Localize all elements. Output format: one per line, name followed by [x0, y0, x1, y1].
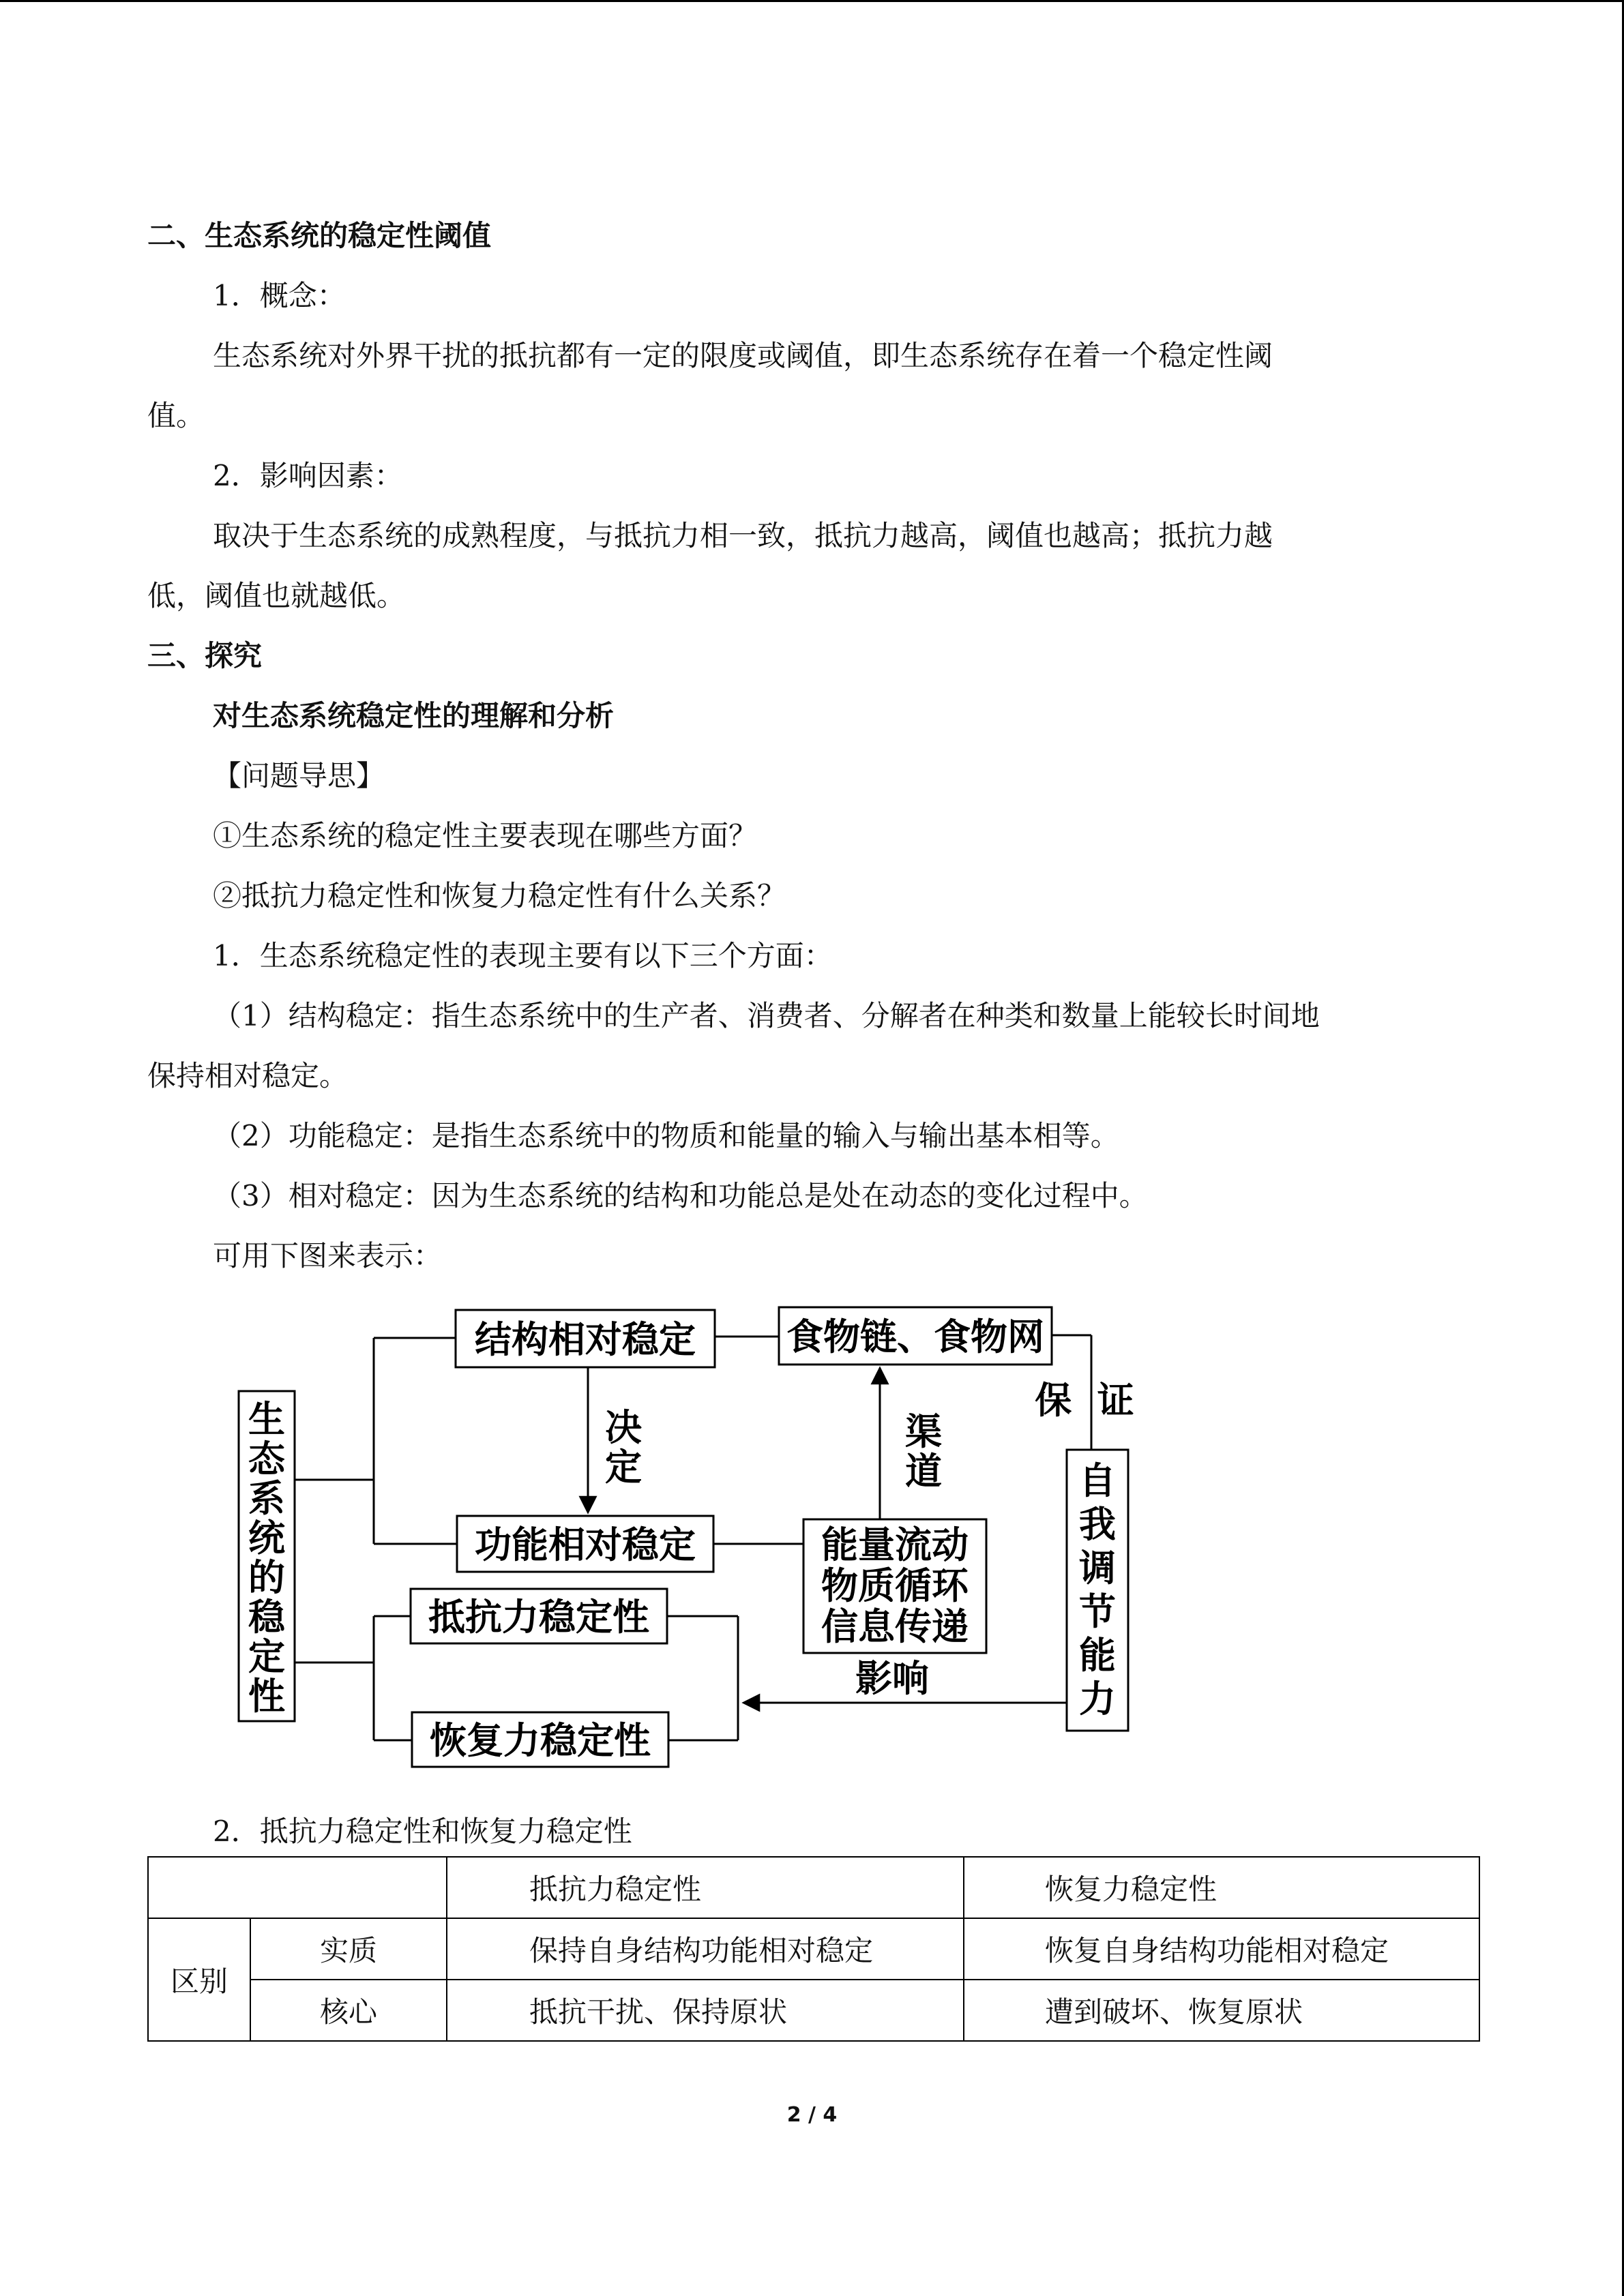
diagram-left-char-1: 态: [248, 1437, 285, 1480]
relative-stability-line: （3）相对稳定：因为生态系统的结构和功能总是处在动态的变化过程中。: [213, 1179, 1148, 1212]
table-row: [148, 1918, 1479, 1980]
diagram-structure-label: 结构相对稳定: [475, 1317, 696, 1361]
diagram-influence-label: 影响: [855, 1656, 929, 1700]
section-3-title: 三、探究: [147, 639, 263, 672]
table-header-resistance: 抵抗力稳定性: [447, 1857, 964, 1918]
diagram-left-char-3: 统: [248, 1516, 285, 1560]
table-group-label: 区别: [148, 1918, 250, 2041]
diagram-channel-char-0: 渠: [905, 1410, 942, 1453]
table-cell-resistance: 保持自身结构功能相对稳定: [447, 1918, 964, 1980]
question-1: ①生态系统的稳定性主要表现在哪些方面？: [213, 819, 758, 852]
diagram-function-label: 功能相对稳定: [475, 1523, 696, 1566]
guide-label: 【问题导思】: [213, 759, 385, 792]
diagram-resilience-label: 恢复力稳定性: [430, 1718, 651, 1762]
diagram-channel-char-1: 道: [905, 1449, 942, 1493]
diagram-decide-char-0: 决: [605, 1405, 642, 1449]
section-2-item-2: 2．影响因素：: [213, 459, 403, 492]
point-2-heading: 2．抵抗力稳定性和恢复力稳定性: [213, 1815, 632, 1848]
diagram-left-char-2: 系: [248, 1476, 285, 1520]
table-row: [148, 1980, 1479, 2041]
figure-intro: 可用下图来表示：: [213, 1239, 443, 1272]
structure-stability-line-2: 保持相对稳定。: [147, 1059, 349, 1092]
comparison-table: [147, 1856, 1480, 2042]
diagram-self-reg-char-4: 能: [1079, 1633, 1116, 1677]
diagram-guarantee-label: 保 证: [1035, 1378, 1134, 1422]
diagram-left-char-0: 生: [248, 1397, 285, 1441]
diagram-left-char-4: 的: [248, 1555, 285, 1599]
table-header-row: [148, 1857, 1479, 1918]
diagram-self-reg-char-5: 力: [1079, 1677, 1116, 1720]
diagram-self-reg-char-0: 自: [1079, 1459, 1116, 1502]
diagram-left-char-6: 定: [248, 1635, 285, 1678]
diagram-flow-1: 物质循环: [821, 1564, 969, 1607]
diagram-resistance-label: 抵抗力稳定性: [428, 1595, 649, 1639]
diagram-left-char-7: 性: [248, 1674, 285, 1718]
table-cell-resilience: 遭到破坏、恢复原状: [964, 1980, 1479, 2041]
diagram-self-reg-char-1: 我: [1079, 1502, 1116, 1546]
point-1-heading: 1．生态系统稳定性的表现主要有以下三个方面：: [213, 939, 833, 972]
diagram-flow-0: 能量流动: [821, 1523, 969, 1566]
diagram-self-reg-char-2: 调: [1079, 1546, 1116, 1590]
section-2-title: 二、生态系统的稳定性阈值: [147, 219, 492, 252]
structure-stability-line-1: （1）结构稳定：指生态系统中的生产者、消费者、分解者在种类和数量上能较长时间地: [213, 999, 1320, 1032]
diagram-left-char-5: 稳: [248, 1595, 285, 1639]
table-row-label: 核心: [250, 1980, 447, 2041]
page-number: 2 / 4: [786, 2103, 838, 2127]
concept-paragraph-line-2: 值。: [147, 399, 205, 432]
diagram-flow-2: 信息传递: [821, 1605, 969, 1648]
diagram-self-reg-char-3: 节: [1079, 1590, 1116, 1633]
factor-paragraph-line-2: 低，阈值也就越低。: [147, 579, 406, 612]
section-3-subtitle: 对生态系统稳定性的理解和分析: [213, 699, 615, 732]
section-2-item-1: 1．概念：: [213, 279, 346, 312]
concept-paragraph-line-1: 生态系统对外界干扰的抵抗都有一定的限度或阈值，即生态系统存在着一个稳定性阈: [213, 339, 1273, 372]
factor-paragraph-line-1: 取决于生态系统的成熟程度，与抵抗力相一致，抵抗力越高，阈值也越高；抵抗力越: [213, 519, 1273, 552]
function-stability-line: （2）功能稳定：是指生态系统中的物质和能量的输入与输出基本相等。: [213, 1119, 1119, 1152]
table-row-label: 实质: [250, 1918, 447, 1980]
diagram-decide-char-1: 定: [605, 1445, 642, 1489]
table-header-resilience: 恢复力稳定性: [964, 1857, 1479, 1918]
question-2: ②抵抗力稳定性和恢复力稳定性有什么关系？: [213, 879, 786, 912]
table-header-empty: [148, 1857, 447, 1918]
table-cell-resilience: 恢复自身结构功能相对稳定: [964, 1918, 1479, 1980]
table-cell-resistance: 抵抗干扰、保持原状: [447, 1980, 964, 2041]
diagram-food-web-label: 食物链、食物网: [786, 1315, 1044, 1358]
